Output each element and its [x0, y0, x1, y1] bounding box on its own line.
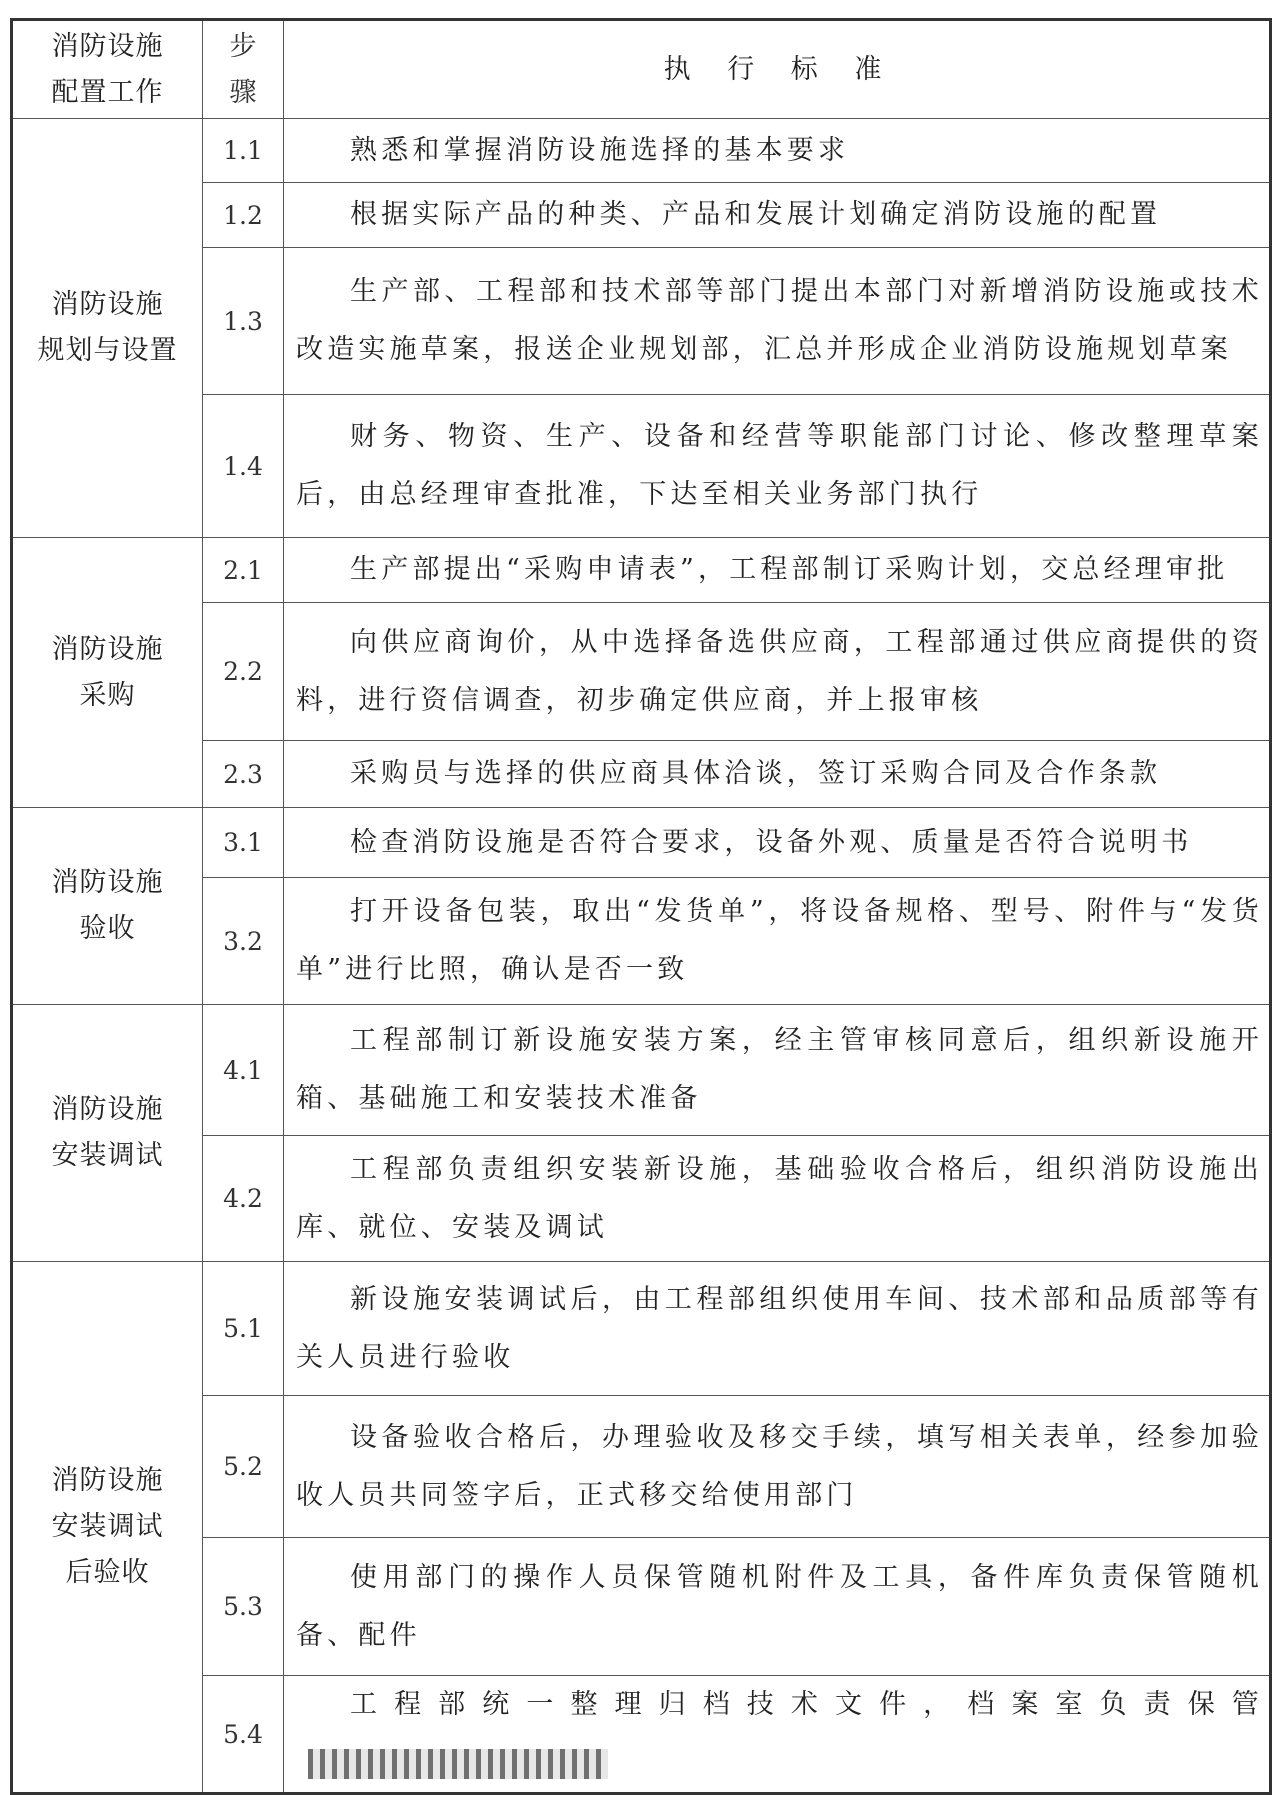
- header-row: [12, 20, 1271, 119]
- step-number: 1.4: [203, 395, 284, 538]
- step-text: 采购员与选择的供应商具体洽谈，签订采购合同及合作条款: [284, 741, 1271, 808]
- table-row: [12, 1005, 1271, 1136]
- group-name: [12, 1005, 203, 1262]
- group-name-line: 安装调试: [51, 1140, 164, 1171]
- step-number: 4.2: [203, 1136, 284, 1262]
- group-name-line: 消防设施: [51, 1094, 164, 1125]
- table-row: [12, 538, 1271, 603]
- header-config-work: [12, 20, 203, 119]
- step-text: 生产部提出“采购申请表”，工程部制订采购计划，交总经理审批: [284, 538, 1271, 603]
- table-row: [12, 808, 1271, 878]
- step-text: 向供应商询价，从中选择备选供应商，工程部通过供应商提供的资料，进行资信调查，初步确定供应商，并上报审核: [284, 603, 1271, 741]
- group-name-line: 消防设施: [51, 1465, 164, 1496]
- group-name-line: 消防设施: [51, 289, 164, 320]
- step-text: 生产部、工程部和技术部等部门提出本部门对新增消防设施或技术改造实施草案，报送企业规划部，汇总并形成企业消防设施规划草案: [284, 248, 1271, 395]
- step-number: 3.2: [203, 878, 284, 1005]
- fire-facility-table: [10, 18, 1272, 1795]
- step-text: 财务、物资、生产、设备和经营等职能部门讨论、修改整理草案后，由总经理审查批准，下达至相关业务部门执行: [284, 395, 1271, 538]
- step-text: 使用部门的操作人员保管随机附件及工具，备件库负责保管随机备、配件: [284, 1538, 1271, 1676]
- step-number: 2.2: [203, 603, 284, 741]
- group-name: [12, 1262, 203, 1794]
- step-number: 3.1: [203, 808, 284, 878]
- step-text: 根据实际产品的种类、产品和发展计划确定消防设施的配置: [284, 183, 1271, 248]
- step-text: 熟悉和掌握消防设施选择的基本要求: [284, 119, 1271, 183]
- group-name-line: 验收: [79, 913, 136, 944]
- step-text: 设备验收合格后，办理验收及移交手续，填写相关表单，经参加验收人员共同签字后，正式移交给使用部门: [284, 1396, 1271, 1538]
- header-step: [203, 20, 284, 119]
- group-name: [12, 808, 203, 1005]
- header-text: 配置工作: [51, 76, 164, 108]
- table-row: [12, 119, 1271, 183]
- header-text: 骤: [229, 76, 257, 108]
- step-text: 工程部制订新设施安装方案，经主管审核同意后，组织新设施开箱、基础施工和安装技术准备: [284, 1005, 1271, 1136]
- step-text: 新设施安装调试后，由工程部组织使用车间、技术部和品质部等有关人员进行验收: [284, 1262, 1271, 1396]
- step-text: 工程部统一整理归档技术文件，档案室负责保管: [350, 1689, 1263, 1720]
- step-text-cell: [284, 1676, 1271, 1794]
- step-number: 5.2: [203, 1396, 284, 1538]
- step-number: 4.1: [203, 1005, 284, 1136]
- header-standard: 执 行 标 准: [284, 20, 1271, 119]
- table-row: [12, 1262, 1271, 1396]
- group-name-line: 规划与设置: [37, 335, 178, 366]
- step-number: 1.1: [203, 119, 284, 183]
- group-name-line: 采购: [79, 679, 136, 711]
- header-text: 步: [229, 30, 257, 62]
- step-number: 2.1: [203, 538, 284, 603]
- step-number: 1.3: [203, 248, 284, 395]
- watermark-blur: [308, 1749, 608, 1779]
- step-text: 工程部负责组织安装新设施，基础验收合格后，组织消防设施出库、就位、安装及调试: [284, 1136, 1271, 1262]
- group-name-line: 消防设施: [51, 867, 164, 898]
- group-name-line: 安装调试: [51, 1511, 164, 1542]
- step-number: 2.3: [203, 741, 284, 808]
- group-name: [12, 119, 203, 538]
- step-text: 打开设备包装，取出“发货单”，将设备规格、型号、附件与“发货单”进行比照，确认是否一致: [284, 878, 1271, 1005]
- step-text: 检查消防设施是否符合要求，设备外观、质量是否符合说明书: [284, 808, 1271, 878]
- group-name-line: 消防设施: [51, 633, 164, 665]
- step-number: 5.3: [203, 1538, 284, 1676]
- group-name: [12, 538, 203, 808]
- step-number: 1.2: [203, 183, 284, 248]
- step-number: 5.1: [203, 1262, 284, 1396]
- group-name-line: 后验收: [65, 1557, 150, 1588]
- step-number: 5.4: [203, 1676, 284, 1794]
- header-text: 消防设施: [51, 30, 164, 62]
